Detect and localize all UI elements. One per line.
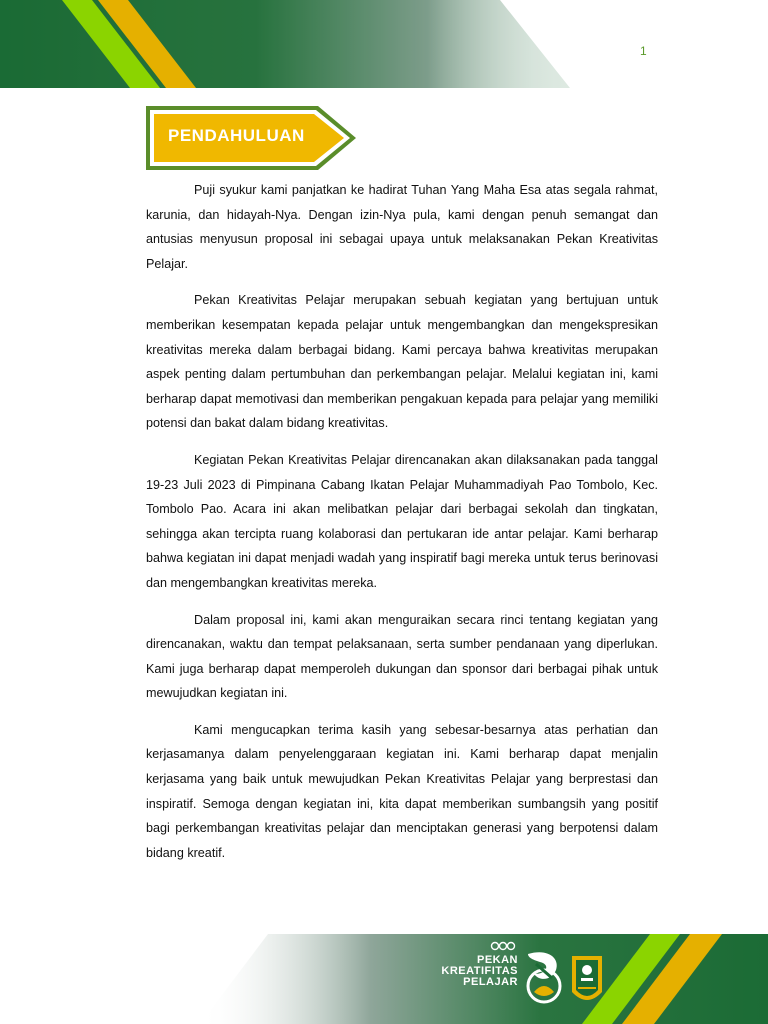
footer-banner <box>0 934 768 1024</box>
paragraph: Kami mengucapkan terima kasih yang sebesar-besarnya atas perhatian dan kerjasamanya dalam penyelenggaraan kegiatan ini. Kami berharap dapat menjalin kerjasama yang baik untuk mewujudkan Pekan Kreativitas Pelajar yang berprestasi dan inspiratif. Semoga dengan kegiatan ini, kita dapat memberikan sumbangsih yang positif bagi perkembangan kreativitas pelajar dan menciptakan generasi yang berpotensi dalam bidang kreatif. <box>146 722 658 860</box>
paragraph: Dalam proposal ini, kami akan menguraikan secara rinci tentang kegiatan yang direncanakan, waktu dan tempat pelaksanaan, serta sumber pendanaan yang diperlukan. Kami juga berharap dapat memperoleh dukungan dan sponsor dari berbagai pihak untuk mewujudkan kegiatan ini. <box>146 612 658 701</box>
olympic-rings-icon <box>490 941 516 951</box>
section-title: PENDAHULUAN <box>168 126 305 145</box>
brand-line-2: KREATIFITAS <box>441 965 518 977</box>
paragraph: Puji syukur kami panjatkan ke hadirat Tuhan Yang Maha Esa atas segala rahmat, karunia, dan hidayah-Nya. Dengan izin-Nya pula, kami dengan penuh semangat dan antusias menyusun proposal ini sebagai upaya untuk melaksanakan Pekan Kreativitas Pelajar. <box>146 183 658 271</box>
ipm-shield-icon <box>572 956 602 1000</box>
document-body <box>146 178 658 877</box>
paragraph: Pekan Kreativitas Pelajar merupakan sebuah kegiatan yang bertujuan untuk memberikan kesempatan kepada pelajar untuk mengembangkan dan mengekspresikan kreativitas mereka dalam berbagai bidang. Kami percaya bahwa kreativitas merupakan aspek penting dalam pertumbuhan dan perkembangan pelajar. Melalui kegiatan ini, kami berharap dapat memotivasi dan memberikan pengakuan kepada para pelajar yang memiliki potensi dan bakat dalam bidang kreativitas. <box>146 293 658 431</box>
brand-line-3: PELAJAR <box>463 976 518 988</box>
brand-line-1: PEKAN <box>476 954 518 966</box>
paragraph: Kegiatan Pekan Kreativitas Pelajar direncanakan akan dilaksanakan pada tanggal 19-23 Juli 2023 di Pimpinana Cabang Ikatan Pelajar Muhammadiyah Pao Tombolo, Kec. Tombolo Pao. Acara ini akan melibatkan pelajar dari berbagai sekolah dan tingkatan, sehingga akan tercipta ruang kolaborasi dan pertukaran ide antar pelajar. Kami berharap bahwa kegiatan ini dapat menjadi wadah yang inspiratif bagi mereka untuk terus berinovasi dan mengembangkan kreativitas mereka. <box>146 452 658 590</box>
page-number: 1 <box>640 44 647 58</box>
footer-brand <box>420 955 518 988</box>
